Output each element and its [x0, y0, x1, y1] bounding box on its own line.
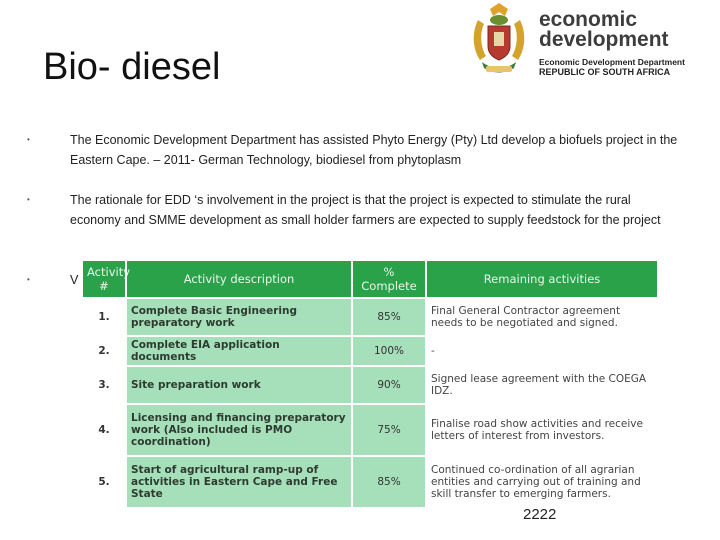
slide-title: Bio- diesel [43, 46, 221, 88]
page-number: 2222 [523, 506, 557, 523]
percent-complete: 85% [352, 456, 426, 508]
remaining-activity: Continued co-ordination of all agrarian entities and carrying out of training and skill transfer to emerging farmers. [426, 456, 658, 508]
activity-number: 5. [82, 456, 126, 508]
percent-complete: 90% [352, 366, 426, 404]
bullet-text: The Economic Development Department has assisted Phyto Energy (Pty) Ltd develop a biofuels project in the Eastern Cape. – 2011- German Technology, biodiesel from phytoplasm [70, 133, 678, 167]
header-activity-number: Activity # [82, 260, 126, 298]
logo-department-name: Economic Development Department [539, 57, 685, 67]
remaining-activity: - [426, 336, 658, 366]
activity-description: Complete EIA application documents [126, 336, 352, 366]
bullet-marker: • [27, 275, 30, 284]
remaining-activity: Finalise road show activities and receive letters of interest from investors. [426, 404, 658, 456]
activity-description: Complete Basic Engineering preparatory work [126, 298, 352, 336]
header-percent-complete: % Complete [352, 260, 426, 298]
remaining-activity: Signed lease agreement with the COEGA IDZ. [426, 366, 658, 404]
activity-description: Site preparation work [126, 366, 352, 404]
bullet-marker: • [27, 135, 30, 144]
table-row [82, 366, 658, 404]
remaining-activity: Final General Contractor agreement needs to be negotiated and signed. [426, 298, 658, 336]
activity-number: 3. [82, 366, 126, 404]
header-remaining-activities: Remaining activities [426, 260, 658, 298]
logo-wordmark-economic: economic [539, 8, 638, 31]
activity-number: 4. [82, 404, 126, 456]
bullet-marker: • [27, 195, 30, 204]
logo-wordmark-development: development [539, 28, 669, 51]
table-header-row [82, 260, 658, 298]
table-row [82, 298, 658, 336]
table-row [82, 404, 658, 456]
percent-complete: 75% [352, 404, 426, 456]
coat-of-arms-icon [468, 0, 530, 76]
activity-description: Start of agricultural ramp-up of activities in Eastern Cape and Free State [126, 456, 352, 508]
activity-number: 2. [82, 336, 126, 366]
bullet-text: V [70, 273, 79, 287]
table-row [82, 336, 658, 366]
header-activity-description: Activity description [126, 260, 352, 298]
activity-description: Licensing and financing preparatory work (Also included is PMO coordination) [126, 404, 352, 456]
activity-number: 1. [82, 298, 126, 336]
table-row [82, 456, 658, 508]
bullet-text: The rationale for EDD ‘s involvement in the project is that the project is expected to stimulate the rural economy and SMME development as small holder farmers are expected to supply feedstock for the project [70, 193, 661, 227]
percent-complete: 100% [352, 336, 426, 366]
logo-country-name: REPUBLIC OF SOUTH AFRICA [539, 67, 671, 77]
edd-logo [468, 0, 708, 76]
percent-complete: 85% [352, 298, 426, 336]
activity-table [81, 259, 659, 509]
